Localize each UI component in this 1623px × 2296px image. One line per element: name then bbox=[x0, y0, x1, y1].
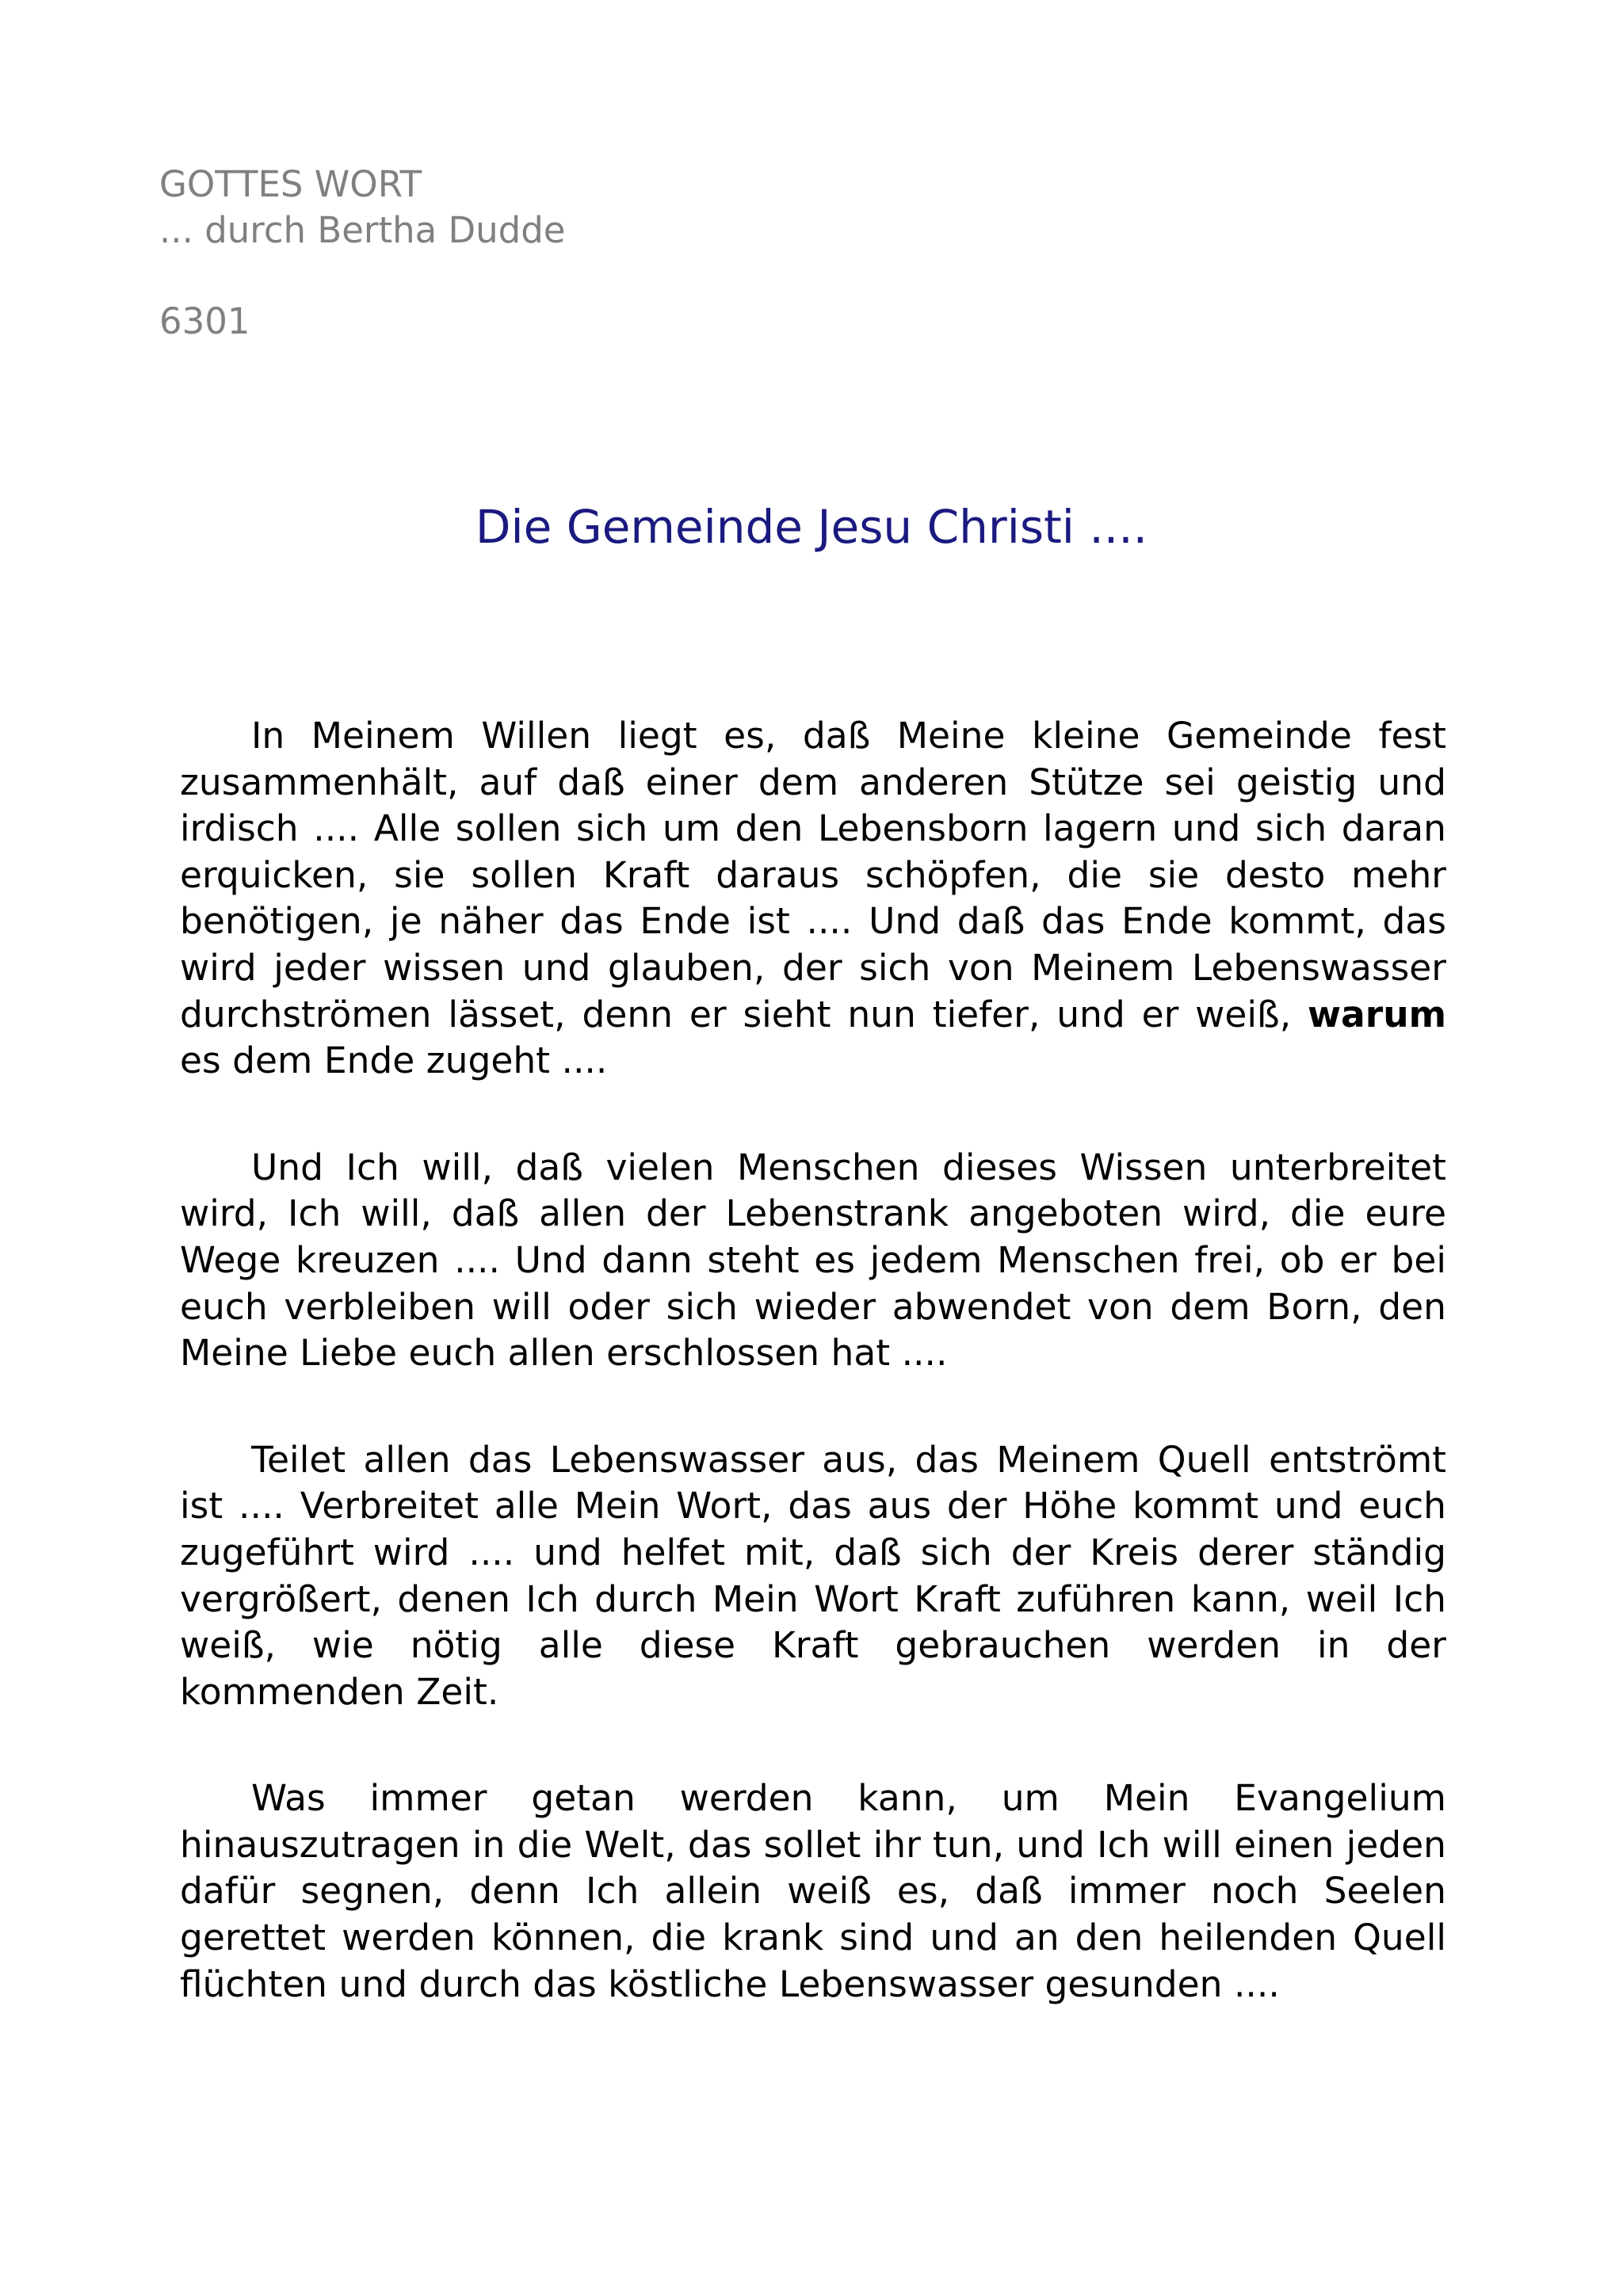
header-series-title: GOTTES WORT bbox=[159, 163, 422, 205]
header-author: ... durch Bertha Dudde bbox=[159, 209, 566, 251]
paragraph-1-text-end: es dem Ende zugeht .... bbox=[180, 1039, 608, 1082]
document-body bbox=[180, 713, 1446, 2068]
paragraph-3: Teilet allen das Lebenswasser aus, das Meinem Quell entströmt ist .... Verbreitet alle Mein Wort, das aus der Höhe kommt und euch zugeführt wird .... und helfet mit, daß sich der Kreis derer ständig vergrößert, denen Ich durch Mein Wort Kraft zuführen kann, weil Ich weiß, wie nötig alle diese Kraft gebrauchen werden in der kommenden Zeit. bbox=[180, 1438, 1446, 1713]
paragraph-1-emphasis: warum bbox=[1308, 993, 1446, 1035]
document-header bbox=[159, 162, 565, 254]
page-title: Die Gemeinde Jesu Christi .... bbox=[475, 500, 1148, 554]
paragraph-4: Was immer getan werden kann, um Mein Evangelium hinauszutragen in die Welt, das sollet ihr tun, und Ich will einen jeden dafür segnen, denn Ich allein weiß es, daß immer noch Seelen gerettet werden können, die krank sind und an den heilenden Quell flüchten und durch das köstliche Lebenswasser gesunden .... bbox=[180, 1777, 1446, 2005]
document-number: 6301 bbox=[159, 300, 250, 342]
paragraph-1-text: In Meinem Willen liegt es, daß Meine kleine Gemeinde fest zusammenhält, auf daß einer dem anderen Stütze sei geistig und irdisch .... Alle sollen sich um den Lebensborn lagern und sich daran erquicken, sie sollen Kraft daraus schöpfen, die sie desto mehr benötigen, je näher das Ende ist .... Und daß das Ende kommt, das wird jeder wissen und glauben, der sich von Meinem Lebenswasser durchströmen lässet, denn er sieht nun tiefer, und er weiß, bbox=[180, 715, 1446, 1035]
paragraph-2: Und Ich will, daß vielen Menschen dieses Wissen unterbreitet wird, Ich will, daß allen der Lebenstrank angeboten wird, die eure Wege kreuzen .... Und dann steht es jedem Menschen frei, ob er bei euch verbleiben will oder sich wieder abwendet von dem Born, den Meine Liebe euch allen erschlossen hat .... bbox=[180, 1146, 1446, 1375]
paragraph-1 bbox=[180, 713, 1446, 1085]
